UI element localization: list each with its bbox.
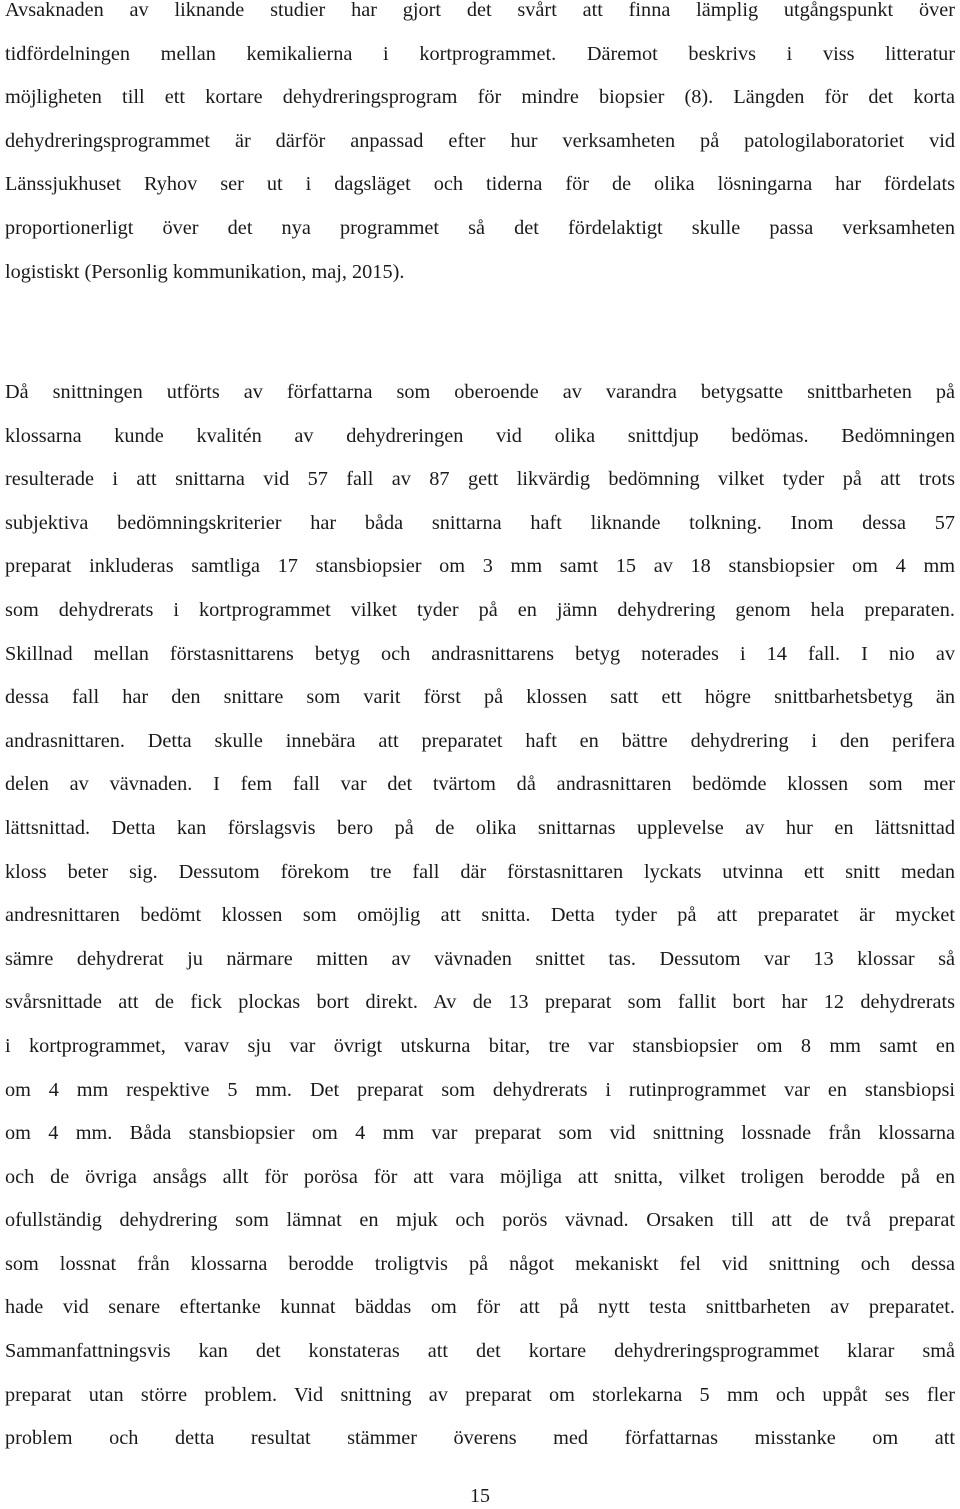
- text-line: andrasnittaren. Detta skulle innebära att preparatet haft en bättre dehydrering i den perifera: [5, 729, 955, 752]
- text-line: preparat utan större problem. Vid snittning av preparat om storlekarna 5 mm och uppåt ses fler: [5, 1383, 955, 1406]
- text-line: i kortprogrammet, varav sju var övrigt utskurna bitar, tre var stansbiopsier om 8 mm samt en: [5, 1034, 955, 1057]
- text-line: om 4 mm. Båda stansbiopsier om 4 mm var preparat som vid snittning lossnade från klossarna: [5, 1122, 955, 1145]
- text-line: Avsaknaden av liknande studier har gjort det svårt att finna lämplig utgångspunkt över: [5, 0, 955, 21]
- page-number: 15: [470, 1485, 490, 1507]
- text-line: dessa fall har den snittare som varit först på klossen satt ett högre snittbarhetsbetyg än: [5, 686, 955, 709]
- text-line: preparat inkluderas samtliga 17 stansbiopsier om 3 mm samt 15 av 18 stansbiopsier om 4 mm: [5, 555, 955, 578]
- text-line: sämre dehydrerat ju närmare mitten av vävnaden snittet tas. Dessutom var 13 klossar så: [5, 947, 955, 970]
- text-line: hade vid senare eftertanke kunnat bäddas om för att på nytt testa snittbarheten av preparatet.: [5, 1296, 955, 1319]
- paragraph-1: [5, 0, 955, 294]
- text-line: lättsnittad. Detta kan förslagsvis bero på de olika snittarnas upplevelse av hur en lättsnittad: [5, 816, 955, 839]
- text-line: klossarna kunde kvalitén av dehydreringen vid olika snittdjup bedömas. Bedömningen: [5, 424, 955, 447]
- text-line: som lossnat från klossarna berodde troligtvis på något mekaniskt fel vid snittning och dessa: [5, 1252, 955, 1275]
- text-line: proportionerligt över det nya programmet så det fördelaktigt skulle passa verksamheten: [5, 216, 955, 239]
- paragraph-2: [5, 371, 955, 1461]
- text-line: delen av vävnaden. I fem fall var det tvärtom då andrasnittaren bedömde klossen som mer: [5, 773, 955, 796]
- text-line: tidfördelningen mellan kemikalierna i kortprogrammet. Däremot beskrivs i viss litteratur: [5, 42, 955, 65]
- text-line: problem och detta resultat stämmer överens med författarnas misstanke om att: [5, 1427, 955, 1450]
- text-line: Länssjukhuset Ryhov ser ut i dagsläget och tiderna för de olika lösningarna har fördelats: [5, 173, 955, 196]
- text-line: subjektiva bedömningskriterier har båda snittarna haft liknande tolkning. Inom dessa 57: [5, 511, 955, 534]
- text-line: andresnittaren bedömt klossen som omöjlig att snitta. Detta tyder på att preparatet är mycket: [5, 904, 955, 927]
- text-line: ofullständig dehydrering som lämnat en mjuk och porös vävnad. Orsaken till att de två preparat: [5, 1209, 955, 1232]
- text-line: kloss beter sig. Dessutom förekom tre fall där förstasnittaren lyckats utvinna ett snitt medan: [5, 860, 955, 883]
- text-line: och de övriga ansågs allt för porösa för att vara möjliga att snitta, vilket troligen berodde på en: [5, 1165, 955, 1188]
- text-line: som dehydrerats i kortprogrammet vilket tyder på en jämn dehydrering genom hela preparaten.: [5, 598, 955, 621]
- text-line: svårsnittade att de fick plockas bort direkt. Av de 13 preparat som fallit bort har 12 dehydrerats: [5, 991, 955, 1014]
- text-line: dehydreringsprogrammet är därför anpassad efter hur verksamheten på patologilaboratoriet vid: [5, 129, 955, 152]
- text-line: logistiskt (Personlig kommunikation, maj, 2015).: [5, 260, 405, 283]
- text-line: Skillnad mellan förstasnittarens betyg och andrasnittarens betyg noterades i 14 fall. I nio av: [5, 642, 955, 665]
- text-line: resulterade i att snittarna vid 57 fall av 87 gett likvärdig bedömning vilket tyder på att trots: [5, 468, 955, 491]
- text-line: om 4 mm respektive 5 mm. Det preparat som dehydrerats i rutinprogrammet var en stansbiopsi: [5, 1078, 955, 1101]
- text-line: Sammanfattningsvis kan det konstateras att det kortare dehydreringsprogrammet klarar små: [5, 1340, 955, 1363]
- text-line: Då snittningen utförts av författarna som oberoende av varandra betygsatte snittbarheten på: [5, 381, 955, 403]
- text-line: möjligheten till ett kortare dehydreringsprogram för mindre biopsier (8). Längden för det korta: [5, 86, 955, 109]
